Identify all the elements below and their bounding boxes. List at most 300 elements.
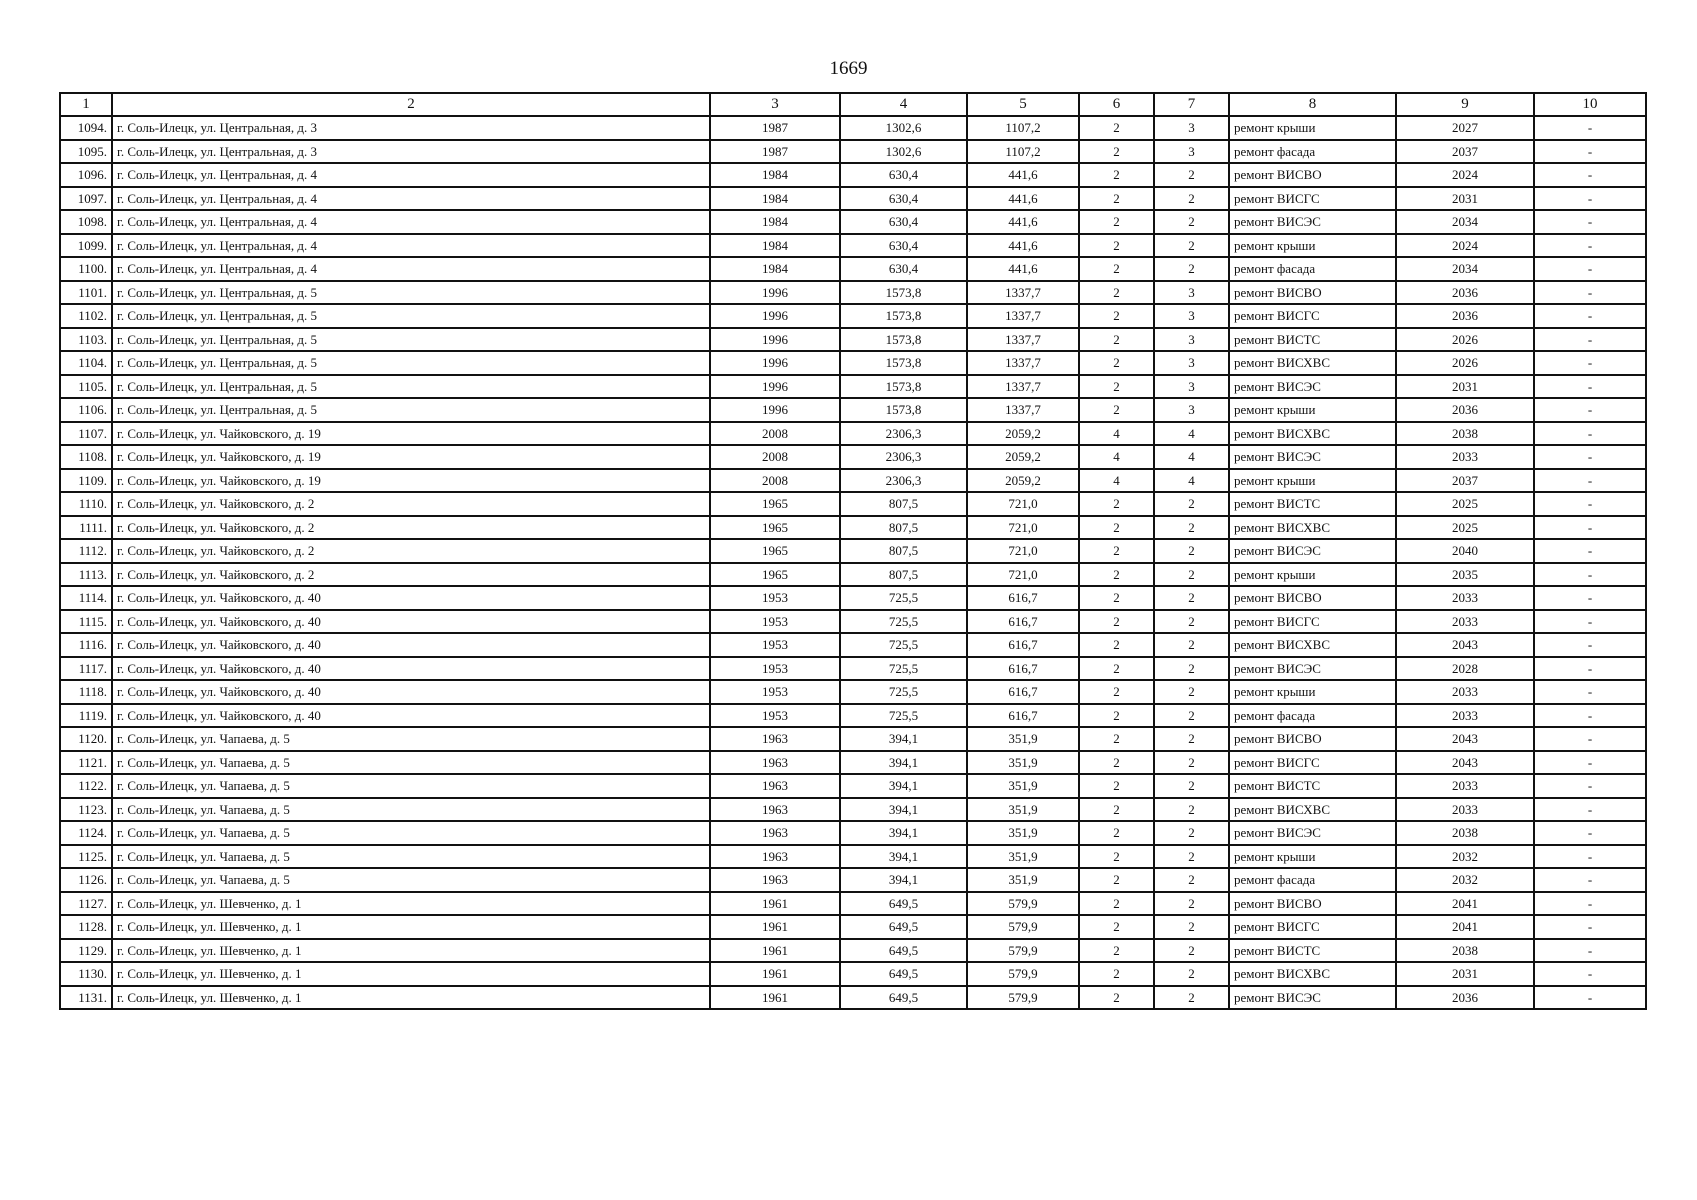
table-cell-col-1: 1098. [60, 210, 112, 234]
table-cell-col-8: ремонт фасада [1229, 868, 1396, 892]
table-cell-col-9: 2031 [1396, 187, 1534, 211]
table-cell-col-10: - [1534, 704, 1646, 728]
table-cell-col-5: 721,0 [967, 563, 1079, 587]
table-cell-col-3: 1984 [710, 187, 840, 211]
table-cell-col-8: ремонт крыши [1229, 563, 1396, 587]
table-cell-col-9: 2033 [1396, 445, 1534, 469]
table-cell-col-10: - [1534, 798, 1646, 822]
table-cell-col-10: - [1534, 563, 1646, 587]
table-cell-col-4: 649,5 [840, 892, 967, 916]
table-cell-col-8: ремонт ВИСГС [1229, 304, 1396, 328]
column-header-2: 2 [112, 93, 710, 116]
table-row [60, 586, 1646, 610]
table-cell-col-8: ремонт фасада [1229, 257, 1396, 281]
table-cell-col-9: 2036 [1396, 304, 1534, 328]
table-cell-col-6: 2 [1079, 868, 1154, 892]
table-cell-col-8: ремонт ВИСВО [1229, 281, 1396, 305]
table-cell-col-5: 616,7 [967, 633, 1079, 657]
table-cell-col-7: 2 [1154, 516, 1229, 540]
table-cell-col-10: - [1534, 727, 1646, 751]
table-cell-col-5: 441,6 [967, 234, 1079, 258]
table-cell-col-2: г. Соль-Илецк, ул. Центральная, д. 4 [112, 210, 710, 234]
table-cell-col-1: 1117. [60, 657, 112, 681]
table-cell-col-10: - [1534, 821, 1646, 845]
table-cell-col-1: 1122. [60, 774, 112, 798]
table-row [60, 727, 1646, 751]
table-cell-col-3: 1963 [710, 751, 840, 775]
table-cell-col-6: 2 [1079, 375, 1154, 399]
table-cell-col-8: ремонт ВИСХВС [1229, 422, 1396, 446]
table-cell-col-2: г. Соль-Илецк, ул. Центральная, д. 4 [112, 187, 710, 211]
table-cell-col-8: ремонт крыши [1229, 234, 1396, 258]
table-cell-col-1: 1102. [60, 304, 112, 328]
table-cell-col-7: 3 [1154, 140, 1229, 164]
table-cell-col-1: 1123. [60, 798, 112, 822]
table-cell-col-4: 725,5 [840, 657, 967, 681]
table-cell-col-2: г. Соль-Илецк, ул. Центральная, д. 5 [112, 328, 710, 352]
table-cell-col-4: 1573,8 [840, 304, 967, 328]
table-cell-col-5: 616,7 [967, 586, 1079, 610]
table-cell-col-3: 1961 [710, 892, 840, 916]
table-row [60, 563, 1646, 587]
table-row [60, 351, 1646, 375]
table-cell-col-3: 1987 [710, 140, 840, 164]
table-cell-col-6: 2 [1079, 798, 1154, 822]
table-cell-col-10: - [1534, 774, 1646, 798]
table-cell-col-10: - [1534, 328, 1646, 352]
table-row [60, 234, 1646, 258]
table-cell-col-3: 1961 [710, 939, 840, 963]
table-cell-col-5: 351,9 [967, 821, 1079, 845]
table-cell-col-7: 2 [1154, 539, 1229, 563]
table-cell-col-8: ремонт крыши [1229, 680, 1396, 704]
table-cell-col-4: 1302,6 [840, 140, 967, 164]
table-cell-col-5: 579,9 [967, 892, 1079, 916]
table-cell-col-2: г. Соль-Илецк, ул. Шевченко, д. 1 [112, 892, 710, 916]
table-cell-col-5: 351,9 [967, 845, 1079, 869]
table-cell-col-3: 1965 [710, 539, 840, 563]
table-cell-col-10: - [1534, 422, 1646, 446]
table-cell-col-4: 725,5 [840, 610, 967, 634]
table-cell-col-8: ремонт ВИСЭС [1229, 375, 1396, 399]
table-cell-col-7: 3 [1154, 281, 1229, 305]
table-cell-col-1: 1099. [60, 234, 112, 258]
table-cell-col-4: 630,4 [840, 187, 967, 211]
table-cell-col-1: 1130. [60, 962, 112, 986]
table-cell-col-5: 441,6 [967, 257, 1079, 281]
table-row [60, 116, 1646, 140]
table-cell-col-6: 2 [1079, 586, 1154, 610]
table-cell-col-6: 2 [1079, 657, 1154, 681]
table-cell-col-9: 2033 [1396, 774, 1534, 798]
table-cell-col-10: - [1534, 845, 1646, 869]
table-cell-col-9: 2043 [1396, 633, 1534, 657]
table-row [60, 892, 1646, 916]
table-cell-col-9: 2035 [1396, 563, 1534, 587]
table-cell-col-10: - [1534, 210, 1646, 234]
table-cell-col-2: г. Соль-Илецк, ул. Шевченко, д. 1 [112, 962, 710, 986]
table-cell-col-1: 1103. [60, 328, 112, 352]
table-row [60, 915, 1646, 939]
table-cell-col-2: г. Соль-Илецк, ул. Центральная, д. 3 [112, 116, 710, 140]
table-cell-col-7: 3 [1154, 116, 1229, 140]
table-cell-col-8: ремонт ВИСВО [1229, 892, 1396, 916]
table-cell-col-4: 725,5 [840, 586, 967, 610]
table-cell-col-2: г. Соль-Илецк, ул. Чапаева, д. 5 [112, 868, 710, 892]
table-cell-col-4: 394,1 [840, 821, 967, 845]
table-row [60, 751, 1646, 775]
table-cell-col-4: 1573,8 [840, 351, 967, 375]
table-cell-col-1: 1119. [60, 704, 112, 728]
table-row [60, 821, 1646, 845]
column-header-8: 8 [1229, 93, 1396, 116]
table-cell-col-6: 2 [1079, 516, 1154, 540]
table-cell-col-1: 1115. [60, 610, 112, 634]
table-cell-col-4: 394,1 [840, 798, 967, 822]
column-header-4: 4 [840, 93, 967, 116]
table-cell-col-7: 2 [1154, 727, 1229, 751]
table-cell-col-3: 2008 [710, 445, 840, 469]
table-cell-col-2: г. Соль-Илецк, ул. Чапаева, д. 5 [112, 751, 710, 775]
table-cell-col-6: 2 [1079, 751, 1154, 775]
column-header-6: 6 [1079, 93, 1154, 116]
table-cell-col-3: 1953 [710, 633, 840, 657]
table-cell-col-9: 2033 [1396, 680, 1534, 704]
table-cell-col-10: - [1534, 116, 1646, 140]
table-cell-col-3: 1996 [710, 375, 840, 399]
table-cell-col-4: 725,5 [840, 704, 967, 728]
table-cell-col-7: 4 [1154, 469, 1229, 493]
table-cell-col-1: 1113. [60, 563, 112, 587]
table-cell-col-3: 1953 [710, 680, 840, 704]
column-header-10: 10 [1534, 93, 1646, 116]
table-cell-col-2: г. Соль-Илецк, ул. Чапаева, д. 5 [112, 774, 710, 798]
column-header-7: 7 [1154, 93, 1229, 116]
table-cell-col-1: 1101. [60, 281, 112, 305]
table-cell-col-4: 630,4 [840, 163, 967, 187]
page-number: 1669 [829, 58, 868, 79]
table-cell-col-5: 1337,7 [967, 398, 1079, 422]
table-cell-col-4: 1573,8 [840, 328, 967, 352]
table-cell-col-6: 2 [1079, 845, 1154, 869]
table-cell-col-6: 2 [1079, 163, 1154, 187]
table-cell-col-9: 2043 [1396, 751, 1534, 775]
table-cell-col-5: 616,7 [967, 680, 1079, 704]
table-cell-col-6: 2 [1079, 492, 1154, 516]
table-cell-col-2: г. Соль-Илецк, ул. Центральная, д. 4 [112, 257, 710, 281]
table-cell-col-8: ремонт крыши [1229, 116, 1396, 140]
table-cell-col-8: ремонт ВИСГС [1229, 610, 1396, 634]
table-cell-col-4: 394,1 [840, 727, 967, 751]
table-cell-col-9: 2032 [1396, 845, 1534, 869]
table-cell-col-4: 1573,8 [840, 375, 967, 399]
table-cell-col-8: ремонт ВИСХВС [1229, 798, 1396, 822]
table-cell-col-2: г. Соль-Илецк, ул. Шевченко, д. 1 [112, 986, 710, 1010]
table-cell-col-2: г. Соль-Илецк, ул. Чапаева, д. 5 [112, 798, 710, 822]
table-cell-col-4: 2306,3 [840, 422, 967, 446]
table-cell-col-4: 1302,6 [840, 116, 967, 140]
table-cell-col-6: 2 [1079, 892, 1154, 916]
table-cell-col-6: 2 [1079, 304, 1154, 328]
table-cell-col-1: 1114. [60, 586, 112, 610]
table-cell-col-6: 2 [1079, 915, 1154, 939]
column-header-5: 5 [967, 93, 1079, 116]
table-cell-col-3: 1996 [710, 351, 840, 375]
table-cell-col-4: 394,1 [840, 845, 967, 869]
table-cell-col-9: 2041 [1396, 915, 1534, 939]
table-cell-col-4: 630,4 [840, 234, 967, 258]
table-cell-col-3: 2008 [710, 469, 840, 493]
table-cell-col-1: 1110. [60, 492, 112, 516]
table-cell-col-7: 4 [1154, 445, 1229, 469]
table-cell-col-4: 630,4 [840, 210, 967, 234]
table-row [60, 539, 1646, 563]
table-cell-col-10: - [1534, 375, 1646, 399]
table-cell-col-1: 1127. [60, 892, 112, 916]
table-cell-col-8: ремонт ВИСЭС [1229, 657, 1396, 681]
table-cell-col-10: - [1534, 163, 1646, 187]
table-cell-col-5: 441,6 [967, 163, 1079, 187]
table-cell-col-2: г. Соль-Илецк, ул. Чайковского, д. 2 [112, 563, 710, 587]
table-cell-col-4: 807,5 [840, 539, 967, 563]
table-cell-col-9: 2038 [1396, 821, 1534, 845]
table-cell-col-4: 807,5 [840, 516, 967, 540]
table-cell-col-3: 1984 [710, 257, 840, 281]
table-cell-col-10: - [1534, 680, 1646, 704]
table-cell-col-4: 2306,3 [840, 445, 967, 469]
table-cell-col-7: 2 [1154, 751, 1229, 775]
table-cell-col-3: 1963 [710, 727, 840, 751]
table-cell-col-7: 2 [1154, 586, 1229, 610]
table-cell-col-4: 1573,8 [840, 398, 967, 422]
table-cell-col-3: 1961 [710, 962, 840, 986]
table-cell-col-8: ремонт ВИСЭС [1229, 821, 1396, 845]
table-cell-col-3: 1961 [710, 915, 840, 939]
table-cell-col-5: 1337,7 [967, 281, 1079, 305]
table-cell-col-5: 579,9 [967, 986, 1079, 1010]
table-cell-col-1: 1121. [60, 751, 112, 775]
table-row [60, 939, 1646, 963]
table-cell-col-5: 351,9 [967, 798, 1079, 822]
table-cell-col-4: 630,4 [840, 257, 967, 281]
table-cell-col-8: ремонт ВИСТС [1229, 328, 1396, 352]
table-cell-col-9: 2036 [1396, 398, 1534, 422]
table-cell-col-1: 1131. [60, 986, 112, 1010]
table-cell-col-6: 2 [1079, 210, 1154, 234]
table-cell-col-2: г. Соль-Илецк, ул. Чайковского, д. 2 [112, 539, 710, 563]
table-cell-col-7: 2 [1154, 187, 1229, 211]
table-cell-col-8: ремонт ВИСХВС [1229, 633, 1396, 657]
table-cell-col-6: 2 [1079, 774, 1154, 798]
table-cell-col-8: ремонт ВИСХВС [1229, 962, 1396, 986]
table-cell-col-10: - [1534, 610, 1646, 634]
table-cell-col-10: - [1534, 257, 1646, 281]
table-cell-col-4: 394,1 [840, 868, 967, 892]
table-cell-col-5: 1107,2 [967, 140, 1079, 164]
table-cell-col-3: 1963 [710, 821, 840, 845]
table-cell-col-1: 1106. [60, 398, 112, 422]
table-cell-col-3: 1996 [710, 328, 840, 352]
table-cell-col-6: 2 [1079, 563, 1154, 587]
table-cell-col-10: - [1534, 986, 1646, 1010]
table-cell-col-4: 649,5 [840, 915, 967, 939]
table-cell-col-9: 2038 [1396, 939, 1534, 963]
table-cell-col-10: - [1534, 445, 1646, 469]
table-cell-col-2: г. Соль-Илецк, ул. Чайковского, д. 40 [112, 586, 710, 610]
table-cell-col-10: - [1534, 539, 1646, 563]
table-cell-col-7: 2 [1154, 257, 1229, 281]
table-cell-col-10: - [1534, 469, 1646, 493]
table-cell-col-9: 2031 [1396, 375, 1534, 399]
table-cell-col-1: 1120. [60, 727, 112, 751]
table-cell-col-9: 2026 [1396, 351, 1534, 375]
table-cell-col-3: 1996 [710, 281, 840, 305]
table-cell-col-10: - [1534, 281, 1646, 305]
table-cell-col-8: ремонт ВИСГС [1229, 751, 1396, 775]
table-cell-col-3: 1996 [710, 304, 840, 328]
table-cell-col-6: 2 [1079, 116, 1154, 140]
table-row [60, 986, 1646, 1010]
table-row [60, 657, 1646, 681]
table-row [60, 375, 1646, 399]
table-cell-col-6: 2 [1079, 234, 1154, 258]
table-cell-col-3: 1963 [710, 798, 840, 822]
table-cell-col-8: ремонт ВИСЭС [1229, 986, 1396, 1010]
table-cell-col-7: 2 [1154, 633, 1229, 657]
table-cell-col-6: 2 [1079, 539, 1154, 563]
table-cell-col-2: г. Соль-Илецк, ул. Центральная, д. 4 [112, 163, 710, 187]
table-cell-col-10: - [1534, 657, 1646, 681]
table-cell-col-2: г. Соль-Илецк, ул. Чапаева, д. 5 [112, 821, 710, 845]
table-row [60, 328, 1646, 352]
table-cell-col-3: 1963 [710, 774, 840, 798]
table-cell-col-9: 2031 [1396, 962, 1534, 986]
table-cell-col-6: 2 [1079, 187, 1154, 211]
table-cell-col-9: 2036 [1396, 986, 1534, 1010]
table-cell-col-8: ремонт ВИСВО [1229, 727, 1396, 751]
table-cell-col-8: ремонт ВИСХВС [1229, 351, 1396, 375]
table-body [60, 116, 1646, 1009]
table-cell-col-3: 1965 [710, 492, 840, 516]
table-cell-col-5: 351,9 [967, 751, 1079, 775]
table-cell-col-9: 2025 [1396, 516, 1534, 540]
table-cell-col-5: 1337,7 [967, 351, 1079, 375]
table-cell-col-3: 1953 [710, 704, 840, 728]
table-cell-col-7: 2 [1154, 657, 1229, 681]
table-cell-col-1: 1104. [60, 351, 112, 375]
table-cell-col-9: 2033 [1396, 798, 1534, 822]
table-cell-col-5: 2059,2 [967, 469, 1079, 493]
table-cell-col-3: 2008 [710, 422, 840, 446]
table-cell-col-1: 1124. [60, 821, 112, 845]
table-cell-col-1: 1094. [60, 116, 112, 140]
table-cell-col-2: г. Соль-Илецк, ул. Центральная, д. 5 [112, 304, 710, 328]
table-cell-col-3: 1965 [710, 516, 840, 540]
table-cell-col-8: ремонт ВИСТС [1229, 774, 1396, 798]
table-cell-col-8: ремонт ВИСТС [1229, 492, 1396, 516]
table-cell-col-4: 2306,3 [840, 469, 967, 493]
table-cell-col-5: 351,9 [967, 774, 1079, 798]
table-header [60, 93, 1646, 116]
table-cell-col-2: г. Соль-Илецк, ул. Центральная, д. 5 [112, 281, 710, 305]
table-cell-col-9: 2027 [1396, 116, 1534, 140]
table-cell-col-5: 579,9 [967, 915, 1079, 939]
table-row [60, 210, 1646, 234]
table-cell-col-1: 1126. [60, 868, 112, 892]
table-cell-col-8: ремонт фасада [1229, 704, 1396, 728]
table-cell-col-9: 2024 [1396, 234, 1534, 258]
table-row [60, 516, 1646, 540]
table-cell-col-8: ремонт ВИСВО [1229, 586, 1396, 610]
table-cell-col-6: 2 [1079, 821, 1154, 845]
table-cell-col-9: 2032 [1396, 868, 1534, 892]
table-cell-col-7: 3 [1154, 328, 1229, 352]
table-cell-col-8: ремонт ВИСГС [1229, 187, 1396, 211]
table-cell-col-3: 1953 [710, 610, 840, 634]
table-cell-col-8: ремонт ВИСВО [1229, 163, 1396, 187]
table-cell-col-1: 1128. [60, 915, 112, 939]
table-row [60, 774, 1646, 798]
table-row [60, 304, 1646, 328]
table-cell-col-2: г. Соль-Илецк, ул. Чапаева, д. 5 [112, 727, 710, 751]
table-cell-col-5: 2059,2 [967, 422, 1079, 446]
table-cell-col-10: - [1534, 398, 1646, 422]
table-cell-col-3: 1984 [710, 163, 840, 187]
table-cell-col-2: г. Соль-Илецк, ул. Чапаева, д. 5 [112, 845, 710, 869]
header-row [60, 93, 1646, 116]
table-cell-col-6: 2 [1079, 281, 1154, 305]
table-cell-col-9: 2033 [1396, 586, 1534, 610]
repair-schedule-table [59, 92, 1647, 1010]
table-cell-col-10: - [1534, 751, 1646, 775]
table-row [60, 610, 1646, 634]
table-cell-col-5: 441,6 [967, 210, 1079, 234]
table-cell-col-1: 1105. [60, 375, 112, 399]
table-cell-col-7: 2 [1154, 680, 1229, 704]
table-cell-col-3: 1963 [710, 868, 840, 892]
table-cell-col-7: 2 [1154, 492, 1229, 516]
table-cell-col-9: 2037 [1396, 140, 1534, 164]
table-cell-col-5: 579,9 [967, 962, 1079, 986]
table-cell-col-6: 2 [1079, 962, 1154, 986]
table-cell-col-5: 441,6 [967, 187, 1079, 211]
table-cell-col-3: 1953 [710, 586, 840, 610]
table-cell-col-9: 2038 [1396, 422, 1534, 446]
table-cell-col-5: 2059,2 [967, 445, 1079, 469]
table-cell-col-2: г. Соль-Илецк, ул. Шевченко, д. 1 [112, 915, 710, 939]
table-cell-col-2: г. Соль-Илецк, ул. Чайковского, д. 19 [112, 422, 710, 446]
table-cell-col-2: г. Соль-Илецк, ул. Центральная, д. 4 [112, 234, 710, 258]
table-cell-col-8: ремонт ВИСЭС [1229, 539, 1396, 563]
table-cell-col-8: ремонт ВИСЭС [1229, 445, 1396, 469]
table-cell-col-1: 1109. [60, 469, 112, 493]
table-cell-col-9: 2034 [1396, 210, 1534, 234]
table-cell-col-9: 2041 [1396, 892, 1534, 916]
table-cell-col-7: 2 [1154, 610, 1229, 634]
table-cell-col-5: 351,9 [967, 727, 1079, 751]
table-row [60, 445, 1646, 469]
table-cell-col-10: - [1534, 187, 1646, 211]
table-cell-col-10: - [1534, 351, 1646, 375]
table-cell-col-5: 1337,7 [967, 328, 1079, 352]
table-cell-col-2: г. Соль-Илецк, ул. Чайковского, д. 19 [112, 445, 710, 469]
table-cell-col-5: 616,7 [967, 610, 1079, 634]
table-cell-col-5: 616,7 [967, 704, 1079, 728]
table-row [60, 704, 1646, 728]
table-cell-col-6: 2 [1079, 939, 1154, 963]
table-cell-col-9: 2034 [1396, 257, 1534, 281]
table-cell-col-5: 1337,7 [967, 375, 1079, 399]
